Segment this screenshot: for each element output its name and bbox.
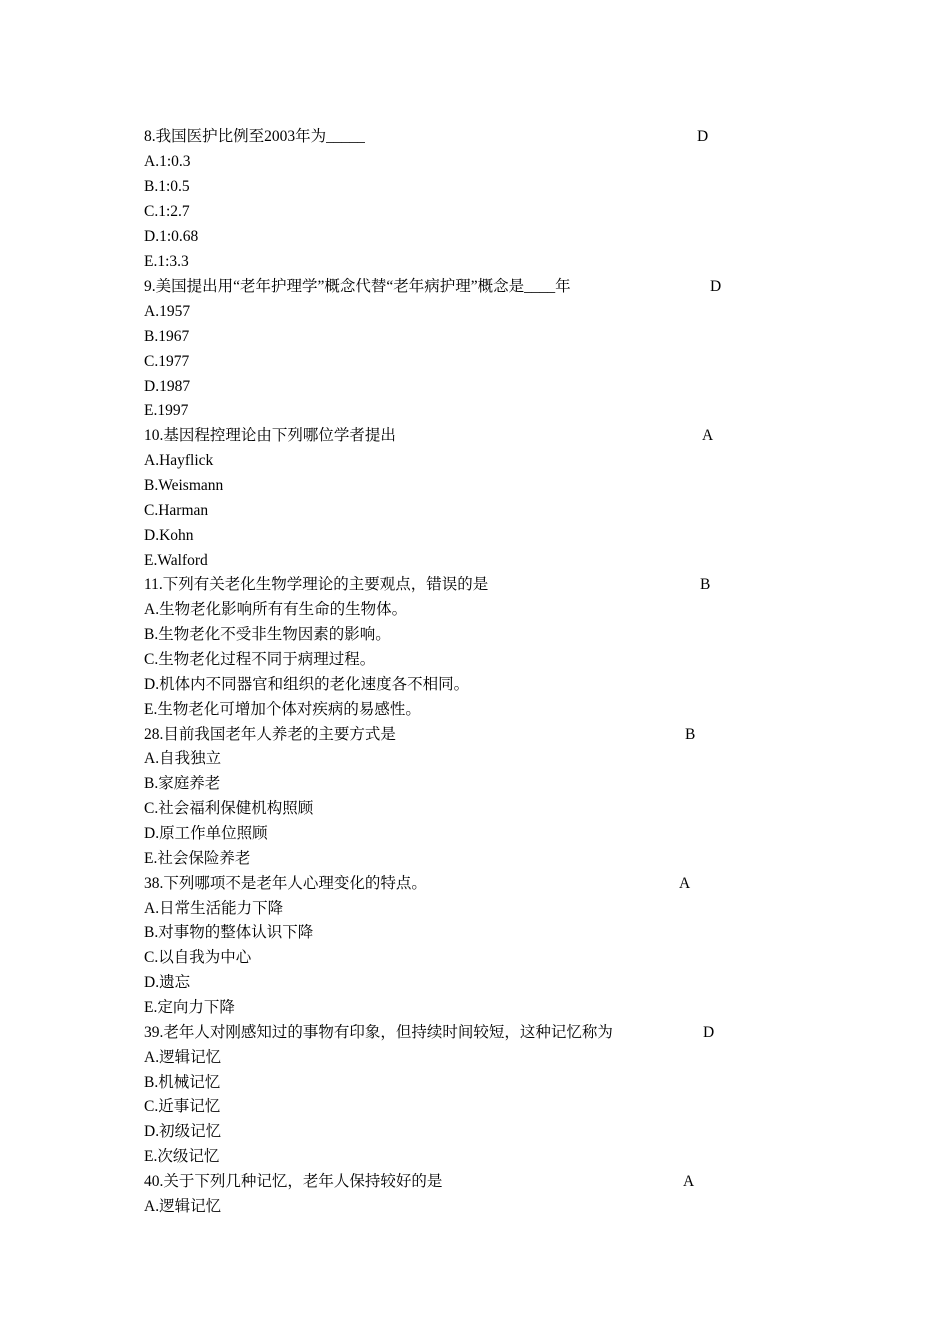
- question-11-option-d: D.机体内不同器官和组织的老化速度各不相同。: [144, 676, 470, 693]
- question-8-option-a: A.1:0.3: [144, 153, 191, 170]
- question-10-option-c: C.Harman: [144, 502, 209, 519]
- question-39-option-e: E.次级记忆: [144, 1148, 220, 1165]
- question-8-text: 8.我国医护比例至2003年为_____: [144, 128, 365, 145]
- question-38-option-c: C.以自我为中心: [144, 949, 252, 966]
- question-9-option-e: E.1997: [144, 402, 189, 419]
- question-9-answer: D: [710, 278, 722, 295]
- question-10-answer: A: [702, 427, 714, 444]
- question-10-option-e: E.Walford: [144, 552, 208, 569]
- question-28-text: 28.目前我国老年人养老的主要方式是: [144, 726, 396, 743]
- question-38-answer: A: [679, 875, 691, 892]
- question-28-option-c: C.社会福利保健机构照顾: [144, 800, 314, 817]
- question-40-text: 40.关于下列几种记忆，老年人保持较好的是: [144, 1173, 443, 1190]
- question-8-answer: D: [697, 128, 709, 145]
- question-9-option-d: D.1987: [144, 378, 191, 395]
- question-9-text: 9.美国提出用“老年护理学”概念代替“老年病护理”概念是____年: [144, 278, 571, 295]
- question-28-option-d: D.原工作单位照顾: [144, 825, 268, 842]
- question-28-option-e: E.社会保险养老: [144, 850, 251, 867]
- question-11-option-c: C.生物老化过程不同于病理过程。: [144, 651, 376, 668]
- question-28-option-a: A.自我独立: [144, 750, 222, 767]
- question-28-option-b: B.家庭养老: [144, 775, 221, 792]
- question-39-option-a: A.逻辑记忆: [144, 1049, 222, 1066]
- question-39-text: 39.老年人对刚感知过的事物有印象，但持续时间较短，这种记忆称为: [144, 1024, 613, 1041]
- question-11-text: 11.下列有关老化生物学理论的主要观点，错误的是: [144, 576, 489, 593]
- question-40-answer: A: [683, 1173, 695, 1190]
- question-38-option-a: A.日常生活能力下降: [144, 900, 284, 917]
- question-10-option-b: B.Weismann: [144, 477, 224, 494]
- question-8-option-c: C.1:2.7: [144, 203, 190, 220]
- question-9-option-c: C.1977: [144, 353, 190, 370]
- question-9-option-b: B.1967: [144, 328, 190, 345]
- question-10-option-d: D.Kohn: [144, 527, 194, 544]
- question-39-option-b: B.机械记忆: [144, 1074, 221, 1091]
- question-10-text: 10.基因程控理论由下列哪位学者提出: [144, 427, 396, 444]
- question-39-answer: D: [703, 1024, 715, 1041]
- question-38-option-b: B.对事物的整体认识下降: [144, 924, 314, 941]
- question-8-option-b: B.1:0.5: [144, 178, 190, 195]
- question-8-option-e: E.1:3.3: [144, 253, 189, 270]
- question-11-option-e: E.生物老化可增加个体对疾病的易感性。: [144, 701, 421, 718]
- question-38-option-e: E.定向力下降: [144, 999, 235, 1016]
- question-28-answer: B: [685, 726, 696, 743]
- question-38-text: 38.下列哪项不是老年人心理变化的特点。: [144, 875, 427, 892]
- question-40-option-a: A.逻辑记忆: [144, 1198, 222, 1215]
- question-11-option-a: A.生物老化影响所有有生命的生物体。: [144, 601, 408, 618]
- question-11-answer: B: [700, 576, 711, 593]
- question-38-option-d: D.遗忘: [144, 974, 191, 991]
- question-8-option-d: D.1:0.68: [144, 228, 199, 245]
- question-39-option-c: C.近事记忆: [144, 1098, 221, 1115]
- question-10-option-a: A.Hayflick: [144, 452, 214, 469]
- question-11-option-b: B.生物老化不受非生物因素的影响。: [144, 626, 391, 643]
- question-9-option-a: A.1957: [144, 303, 191, 320]
- question-39-option-d: D.初级记忆: [144, 1123, 222, 1140]
